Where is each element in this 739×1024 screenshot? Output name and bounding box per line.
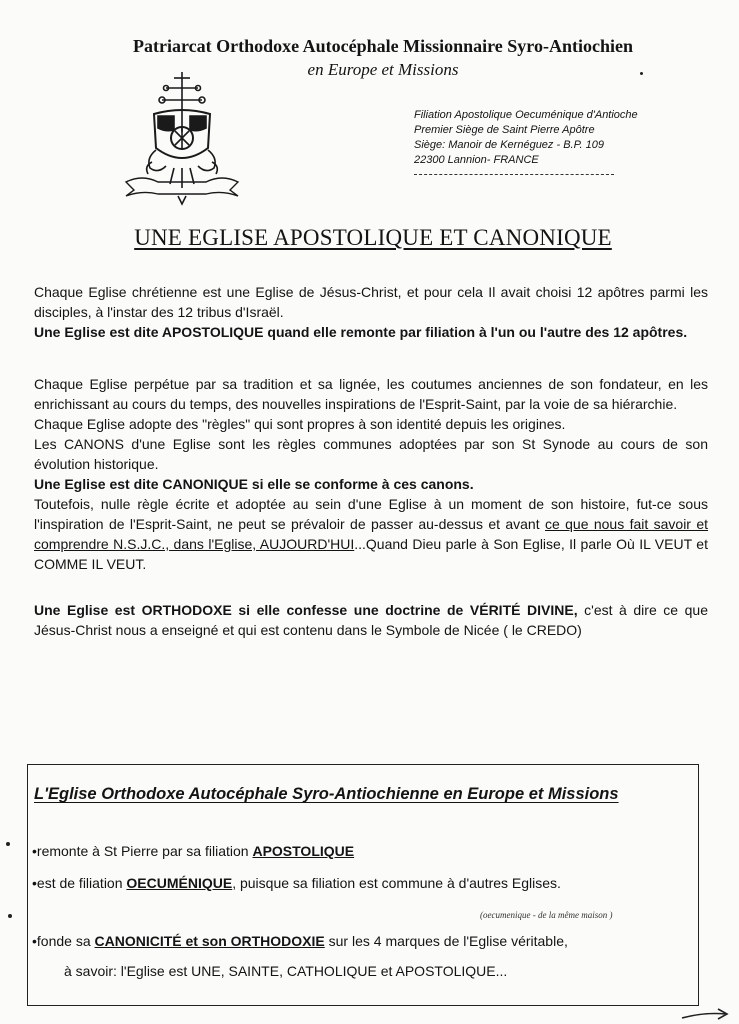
paragraph-apostolique: Une Eglise est dite APOSTOLIQUE quand elle remonte par filiation à l'un ou l'autre des 12 apôtres. (34, 324, 688, 340)
header-subtitle: en Europe et Missions (307, 60, 459, 79)
paragraph (34, 494, 708, 574)
bold-text: Une Eglise est ORTHODOXE si elle confesse une doctrine de VÉRITÉ DIVINE, (34, 602, 578, 618)
address-divider (414, 174, 614, 175)
box-title: L'Eglise Orthodoxe Autocéphale Syro-Antiochienne en Europe et Missions (34, 785, 619, 803)
address-line: 22300 Lannion- FRANCE (414, 154, 539, 166)
text: Toutefois, nulle règle écrite et adoptée au sein d'une Eglise à un moment de son histoire, fut-ce sous l'inspiration de l'Esprit-Saint, ne peut se prévaloir de passer au-dessus et avant (34, 496, 708, 532)
paragraph: Chaque Eglise adopte des "règles" qui sont propres à son identité depuis les origines. (34, 416, 566, 432)
underlined-text: ce que nous fait savoir et comprendre N.S.J.C., dans l'Eglise, AUJOURD'HUI (34, 516, 709, 552)
address-block (414, 108, 714, 175)
scan-speck (8, 914, 12, 918)
text: ...Quand Dieu parle à Son Eglise, Il parle Où IL VEUT et COMME IL VEUT. (34, 536, 708, 572)
address-line: Siège: Manoir de Kernéguez - B.P. 109 (414, 139, 604, 151)
paragraph: Chaque Eglise perpétue par sa tradition et sa lignée, les coutumes anciennes de son fondateur, en les enrichissant au cours du temps, des nouvelles inspirations de l'Esprit-Saint, par la voie de sa hiérarchie. (34, 376, 708, 412)
text: •est de filiation (32, 875, 127, 891)
footnote: (oecumenique - de la même maison ) (480, 910, 613, 920)
bullet-item (32, 933, 568, 949)
paragraph-canonique: Une Eglise est dite CANONIQUE si elle se conforme à ces canons. (34, 476, 474, 492)
keyword: APOSTOLIQUE (252, 843, 355, 859)
paragraph: Chaque Eglise chrétienne est une Eglise de Jésus-Christ, et pour cela Il avait choisi 12 apôtres parmi les disciples, à l'instar des 12 tribus d'Israël. (34, 284, 708, 320)
arrow-right-icon (680, 1006, 730, 1022)
summary-box (27, 764, 699, 1006)
document-title: UNE EGLISE APOSTOLIQUE ET CANONIQUE (134, 225, 612, 250)
address-line: Filiation Apostolique Oecuménique d'Antioche (414, 109, 638, 121)
paragraph: Les CANONS d'une Eglise sont les règles communes adoptées par son St Synode au cours de son évolution historique. (34, 436, 708, 472)
text: , puisque sa filiation est commune à d'autres Eglises. (232, 875, 561, 891)
header-title: Patriarcat Orthodoxe Autocéphale Missionnaire Syro-Antiochien (133, 36, 633, 56)
address-line: Premier Siège de Saint Pierre Apôtre (414, 124, 595, 136)
text: c'est à dire ce que Jésus-Christ nous a enseigné et qui est contenu dans le Symbole de Nicée ( le CREDO) (34, 602, 709, 638)
scan-speck (6, 842, 10, 846)
patriarchal-crest-icon (122, 70, 242, 206)
paragraph-orthodoxe (34, 600, 708, 640)
keyword: CANONICITÉ et son ORTHODOXIE (94, 933, 325, 949)
document-body (34, 282, 708, 640)
scan-speck (640, 72, 643, 75)
bullet-item (32, 875, 561, 891)
keyword: OECUMÉNIQUE (126, 875, 233, 891)
text: •remonte à St Pierre par sa filiation (32, 843, 253, 859)
bullet-continuation: à savoir: l'Eglise est UNE, SAINTE, CATHOLIQUE et APOSTOLIQUE... (64, 963, 508, 979)
text: sur les 4 marques de l'Eglise véritable, (324, 933, 568, 949)
bullet-item (32, 843, 354, 859)
text: •fonde sa (32, 933, 95, 949)
